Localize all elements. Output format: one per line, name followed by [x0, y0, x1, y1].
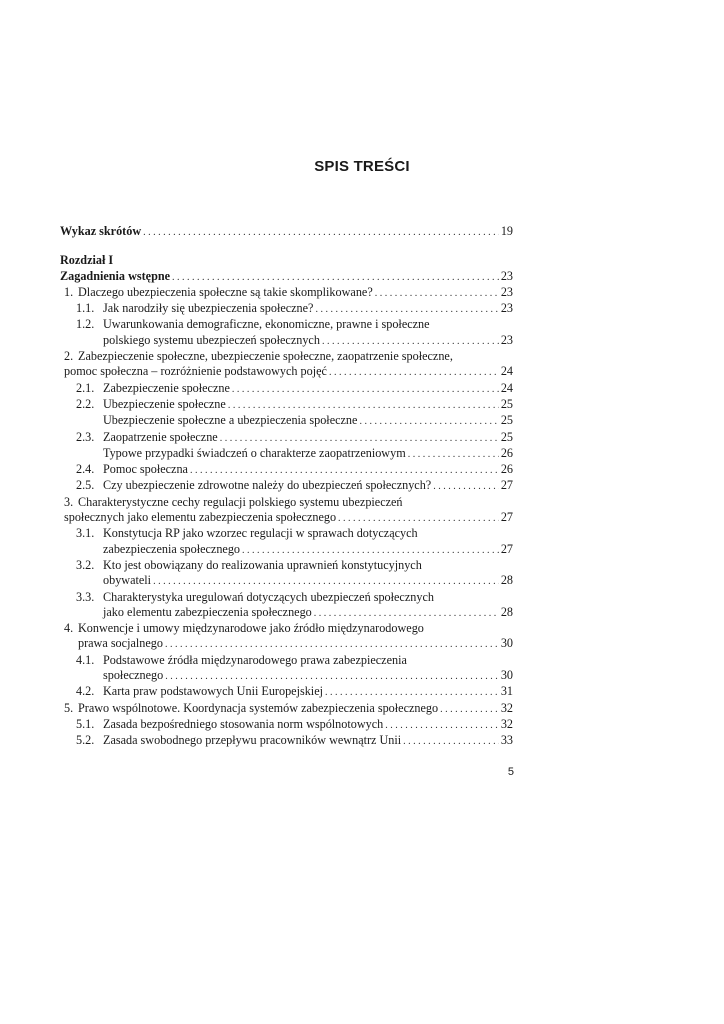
toc-entry-number: 3.	[64, 494, 74, 509]
dot-leader	[165, 669, 499, 684]
dot-leader	[242, 543, 499, 558]
toc-entry-text: Kto jest obowiązany do realizowania uprawnień konstytucyjnych	[103, 557, 422, 572]
toc-page-number: 26	[500, 462, 513, 477]
toc-page-number: 23	[500, 268, 513, 283]
toc-entry	[60, 701, 513, 717]
toc-page-number: 27	[500, 478, 513, 493]
toc-page-number: 24	[500, 380, 513, 395]
toc-entry-number: 2.2.	[76, 396, 95, 411]
toc-entry-text: obywateli	[103, 573, 152, 588]
toc-entry-number: 3.3.	[76, 589, 95, 604]
dot-leader	[143, 225, 499, 240]
toc-page-number: 26	[500, 445, 513, 460]
toc-entry-text: Wykaz skrótów	[60, 224, 142, 238]
dot-leader	[190, 463, 499, 478]
toc-entry-text: społecznego	[103, 668, 164, 683]
toc-entry-number: 1.2.	[76, 317, 95, 332]
dot-leader	[359, 414, 498, 429]
toc-entry	[60, 413, 513, 429]
toc-entry-text: Czy ubezpieczenie zdrowotne należy do ubezpieczeń społecznych?	[103, 478, 432, 493]
toc-entry-number: 1.1.	[76, 301, 95, 316]
toc-entry-number: 5.2.	[76, 733, 95, 748]
toc-entry-number: 2.	[64, 349, 74, 364]
dot-leader	[153, 574, 499, 589]
dot-leader	[403, 734, 499, 749]
toc-entry-number: 2.1.	[76, 380, 95, 395]
toc-page-number: 32	[500, 716, 513, 731]
toc-page-number: 25	[500, 429, 513, 444]
toc-entry	[60, 446, 513, 462]
toc-entry-number: 2.4.	[76, 462, 95, 477]
dot-leader	[314, 606, 499, 621]
toc-entry-text: społecznych jako elementu zabezpieczenia społecznego	[64, 510, 337, 525]
toc-entry	[60, 462, 513, 478]
toc-page-number: 31	[500, 684, 513, 699]
table-of-contents	[60, 224, 513, 750]
toc-entry-continuation	[60, 573, 513, 589]
toc-entry-continuation	[60, 605, 513, 621]
toc-entry-number: 1.	[64, 284, 74, 299]
toc-entry	[60, 301, 513, 317]
toc-entry-number: 4.1.	[76, 652, 95, 667]
toc-entry-text: Konwencje i umowy międzynarodowe jako źródło międzynarodowego	[78, 621, 424, 636]
toc-entry-text: Zasada bezpośredniego stosowania norm wspólnotowych	[103, 716, 384, 731]
toc-entry	[60, 590, 513, 605]
toc-entry	[60, 317, 513, 332]
page-number: 5	[507, 766, 514, 778]
toc-entry-text: polskiego systemu ubezpieczeń społecznych	[103, 332, 320, 347]
toc-entry-number: 4.2.	[76, 684, 95, 699]
dot-leader	[338, 511, 499, 526]
toc-entry-number: 2.5.	[76, 478, 95, 493]
toc-entry	[60, 495, 513, 510]
toc-entry-text: Prawo wspólnotowe. Koordynacja systemów zabezpieczenia społecznego	[78, 700, 439, 715]
toc-page-number: 23	[500, 301, 513, 316]
toc-entry-text: Ubezpieczenie społeczne	[103, 396, 226, 411]
toc-page-number: 23	[500, 332, 513, 347]
toc-entry-text: Zagadnienia wstępne	[60, 268, 171, 283]
toc-entry	[60, 653, 513, 668]
dot-leader	[220, 431, 499, 446]
dot-leader	[228, 398, 499, 413]
dot-leader	[375, 286, 499, 301]
toc-entry-number: 3.2.	[76, 557, 95, 572]
dot-leader	[433, 479, 499, 494]
toc-entry-continuation	[60, 542, 513, 558]
toc-entry-text: Zabezpieczenie społeczne	[103, 380, 230, 395]
dot-leader	[322, 334, 499, 349]
page-title: SPIS TREŚCI	[314, 158, 410, 175]
toc-entry-number: 3.1.	[76, 526, 95, 541]
dot-leader	[325, 685, 499, 700]
toc-page-number: 28	[500, 573, 513, 588]
toc-entry	[60, 285, 513, 301]
toc-page-number: 24	[500, 364, 513, 379]
dot-leader	[408, 447, 499, 462]
toc-entry-continuation	[60, 510, 513, 526]
toc-entry	[60, 733, 513, 749]
dot-leader	[385, 718, 499, 733]
toc-page-number: 27	[500, 510, 513, 525]
dot-leader	[440, 702, 499, 717]
toc-page-number: 25	[500, 413, 513, 428]
toc-entry	[60, 526, 513, 541]
toc-entry	[60, 430, 513, 446]
dot-leader	[329, 365, 499, 380]
dot-leader	[232, 382, 499, 397]
toc-entry-abbreviations	[60, 224, 513, 240]
toc-entry-number: 5.1.	[76, 716, 95, 731]
toc-page-number: 27	[500, 541, 513, 556]
toc-entry-text: Charakterystyka uregulowań dotyczących ubezpieczeń społecznych	[103, 589, 434, 604]
toc-entry-text: Zaopatrzenie społeczne	[103, 429, 218, 444]
toc-entry-text: pomoc społeczna – rozróżnienie podstawowych pojęć	[64, 364, 327, 379]
toc-entry-text: Dlaczego ubezpieczenia społeczne są takie skomplikowane?	[78, 284, 373, 299]
toc-page-number: 32	[500, 700, 513, 715]
toc-entry-text: Karta praw podstawowych Unii Europejskiej	[103, 684, 323, 699]
toc-page-number: 19	[500, 224, 513, 238]
toc-entry-number: 2.3.	[76, 429, 95, 444]
toc-entry-text: Pomoc społeczna	[103, 462, 188, 477]
toc-entry	[60, 478, 513, 494]
toc-entry-text: Jak narodziły się ubezpieczenia społeczne?	[103, 301, 314, 316]
dot-leader	[165, 637, 499, 652]
toc-entry-text: Ubezpieczenie społeczne a ubezpieczenia społeczne	[103, 413, 358, 428]
toc-page-number: 30	[500, 636, 513, 651]
toc-entry-text: Charakterystyczne cechy regulacji polskiego systemu ubezpieczeń	[78, 494, 403, 509]
dot-leader	[315, 302, 498, 317]
toc-page-number: 25	[500, 396, 513, 411]
toc-entry-continuation	[60, 636, 513, 652]
toc-entry-text: Typowe przypadki świadczeń o charakterze zaopatrzeniowym	[103, 445, 406, 460]
chapter-heading: Rozdział I	[60, 253, 114, 268]
toc-entry	[60, 717, 513, 733]
toc-entry-section	[60, 269, 513, 285]
toc-entry	[60, 397, 513, 413]
toc-entry-text: prawa socjalnego	[78, 636, 163, 651]
toc-entry-text: Zasada swobodnego przepływu pracowników wewnątrz Unii	[103, 733, 402, 748]
toc-entry-text: Uwarunkowania demograficzne, ekonomiczne, prawne i społeczne	[103, 317, 430, 332]
toc-entry	[60, 621, 513, 636]
toc-entry-text: Zabezpieczenie społeczne, ubezpieczenie społeczne, zaopatrzenie społeczne,	[78, 349, 453, 364]
toc-entry	[60, 684, 513, 700]
toc-entry-text: jako elementu zabezpieczenia społecznego	[103, 604, 312, 619]
toc-page-number: 30	[500, 668, 513, 683]
toc-entry-text: zabezpieczenia społecznego	[103, 541, 241, 556]
toc-entry-text: Podstawowe źródła międzynarodowego prawa zabezpieczenia	[103, 652, 407, 667]
toc-entry	[60, 349, 513, 364]
toc-entry-continuation	[60, 668, 513, 684]
toc-entry-continuation	[60, 333, 513, 349]
toc-page-number: 33	[500, 733, 513, 748]
toc-page-number: 23	[500, 284, 513, 299]
dot-leader	[172, 270, 499, 285]
toc-entry-continuation	[60, 364, 513, 380]
toc-entry-number: 5.	[64, 700, 74, 715]
toc-entry	[60, 381, 513, 397]
toc-entry-text: Konstytucja RP jako wzorzec regulacji w sprawach dotyczących	[103, 526, 418, 541]
toc-entry	[60, 558, 513, 573]
toc-page-number: 28	[500, 604, 513, 619]
toc-entry-number: 4.	[64, 621, 74, 636]
